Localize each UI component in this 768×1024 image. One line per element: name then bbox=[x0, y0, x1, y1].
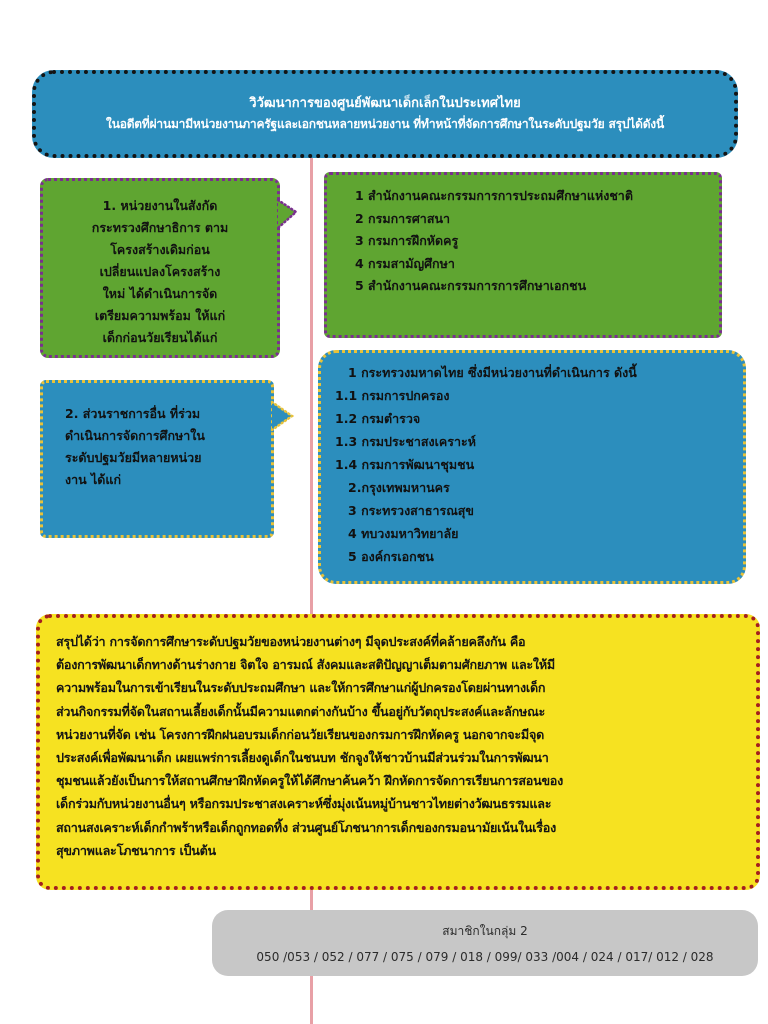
section1-text-line: เตรียมความพร้อม ให้แก่ bbox=[94, 308, 226, 323]
group-members-box bbox=[212, 910, 758, 976]
center-connector-line bbox=[310, 150, 313, 1024]
title-banner bbox=[32, 70, 738, 158]
summary-line: ชุมชนแล้วยังเป็นการให้สถานศึกษาฝึกหัดครูให้ได้ศึกษาค้นคว้า ฝึกหัดการจัดการเรียนการสอนของ bbox=[56, 773, 564, 789]
list-item: 2 กรมการศาสนา bbox=[355, 210, 451, 226]
section1-callout bbox=[40, 178, 280, 358]
section2-text-line: ระดับปฐมวัยมีหลายหน่วย bbox=[65, 450, 202, 465]
list-item: 1.4 กรมการพัฒนาชุมชน bbox=[335, 457, 475, 472]
section2-text-line: ดำเนินการจัดการศึกษาใน bbox=[65, 428, 205, 443]
section1-text-line: เปลี่ยนแปลงโครงสร้าง bbox=[99, 264, 221, 279]
list-item: 3 กรมการฝึกหัดครู bbox=[355, 233, 459, 249]
section1-agency-list bbox=[324, 172, 722, 338]
section2-text-line: 2. ส่วนราชการอื่น ที่ร่วม bbox=[65, 406, 201, 421]
summary-line: เด็กร่วมกับหน่วยงานอื่นๆ หรือกรมประชาสงเคราะห์ซึ่งมุ่งเน้นหมู่บ้านชาวไทยต่างวัฒนธรรมและ bbox=[56, 796, 552, 812]
list-item: 4 ทบวงมหาวิทยาลัย bbox=[335, 526, 459, 541]
members-heading: สมาชิกในกลุ่ม 2 bbox=[442, 924, 528, 938]
summary-line: ต้องการพัฒนาเด็กทางด้านร่างกาย จิตใจ อารมณ์ สังคมและสติปัญญาเต็มตามศักยภาพ และให้มี bbox=[56, 657, 555, 673]
summary-line: สุขภาพและโภชนาการ เป็นต้น bbox=[56, 842, 216, 858]
section1-text-line: โครงสร้างเดิมก่อน bbox=[110, 242, 210, 257]
section1-text-line: กระทรวงศึกษาธิการ ตาม bbox=[91, 220, 229, 235]
summary-box bbox=[36, 614, 760, 890]
section2-callout-pointer bbox=[270, 398, 318, 438]
summary-line: ส่วนกิจกรรมที่จัดในสถานเลี้ยงเด็กนั้นมีความแตกต่างกันบ้าง ขึ้นอยู่กับวัตถุประสงค์และลักษณะ bbox=[56, 703, 546, 719]
summary-line: หน่วยงานที่จัด เช่น โครงการฝึกฝนอบรมเด็กก่อนวัยเรียนของกรมการฝึกหัดครู นอกจากจะมีจุด bbox=[56, 726, 545, 742]
section1-callout-pointer bbox=[276, 196, 324, 236]
list-item: 1.1 กรมการปกครอง bbox=[335, 388, 450, 403]
list-item: 5 องค์กรเอกชน bbox=[335, 549, 434, 564]
section2-callout bbox=[40, 380, 274, 538]
list-item: 2.กรุงเทพมหานคร bbox=[335, 480, 450, 495]
list-item: 1 สำนักงานคณะกรรมการการประถมศึกษาแห่งชาติ bbox=[355, 188, 633, 203]
list-item: 4 กรมสามัญศึกษา bbox=[355, 255, 455, 271]
section1-text-line: 1. หน่วยงานในสังกัด bbox=[102, 198, 218, 213]
title-line-2: ในอดีตที่ผ่านมามีหน่วยงานภาครัฐและเอกชนหลายหน่วยงาน ที่ทำหน้าที่จัดการศึกษาในระดับปฐมวัย สรุปได้ดังนี้ bbox=[106, 117, 664, 131]
summary-line: สรุปได้ว่า การจัดการศึกษาระดับปฐมวัยของหน่วยงานต่างๆ มีจุดประสงค์ที่คล้ายคลึงกัน คือ bbox=[56, 634, 526, 649]
section1-text-line: ใหม่ ได้ดำเนินการจัด bbox=[102, 286, 218, 301]
list-item: 3 กระทรวงสาธารณสุข bbox=[335, 503, 474, 518]
list-item: 1.2 กรมตำรวจ bbox=[335, 411, 421, 426]
summary-line: สถานสงเคราะห์เด็กกำพร้าหรือเด็กถูกทอดทิ้ง ส่วนศูนย์โภชนาการเด็กของกรมอนามัยเน้นในเรื่อง bbox=[56, 819, 556, 835]
summary-line: ความพร้อมในการเข้าเรียนในระดับประถมศึกษา และให้การศึกษาแก่ผู้ปกครองโดยผ่านทางเด็ก bbox=[56, 680, 546, 696]
section2-agency-list bbox=[318, 350, 746, 584]
list-item: 5 สำนักงานคณะกรรมการการศึกษาเอกชน bbox=[355, 278, 587, 294]
list-item: 1 กระทรวงมหาดไทย ซึ่งมีหน่วยงานที่ดำเนินการ ดังนี้ bbox=[335, 365, 637, 380]
section2-text-line: งาน ได้แก่ bbox=[65, 472, 122, 487]
title-line-1: วิวัฒนาการของศูนย์พัฒนาเด็กเล็กในประเทศไทย bbox=[249, 96, 521, 111]
summary-line: ประสงค์เพื่อพัฒนาเด็ก เผยแพร่การเลี้ยงดูเด็กในชนบท ชักจูงให้ชาวบ้านมีส่วนร่วมในการพัฒนา bbox=[56, 750, 549, 766]
list-item: 1.3 กรมประชาสงเคราะห์ bbox=[335, 434, 476, 449]
members-codes: 050 /053 / 052 / 077 / 075 / 079 / 018 / 099/ 033 /004 / 024 / 017/ 012 / 028 bbox=[256, 950, 714, 964]
section1-text-line: เด็กก่อนวัยเรียนได้แก่ bbox=[102, 330, 218, 345]
